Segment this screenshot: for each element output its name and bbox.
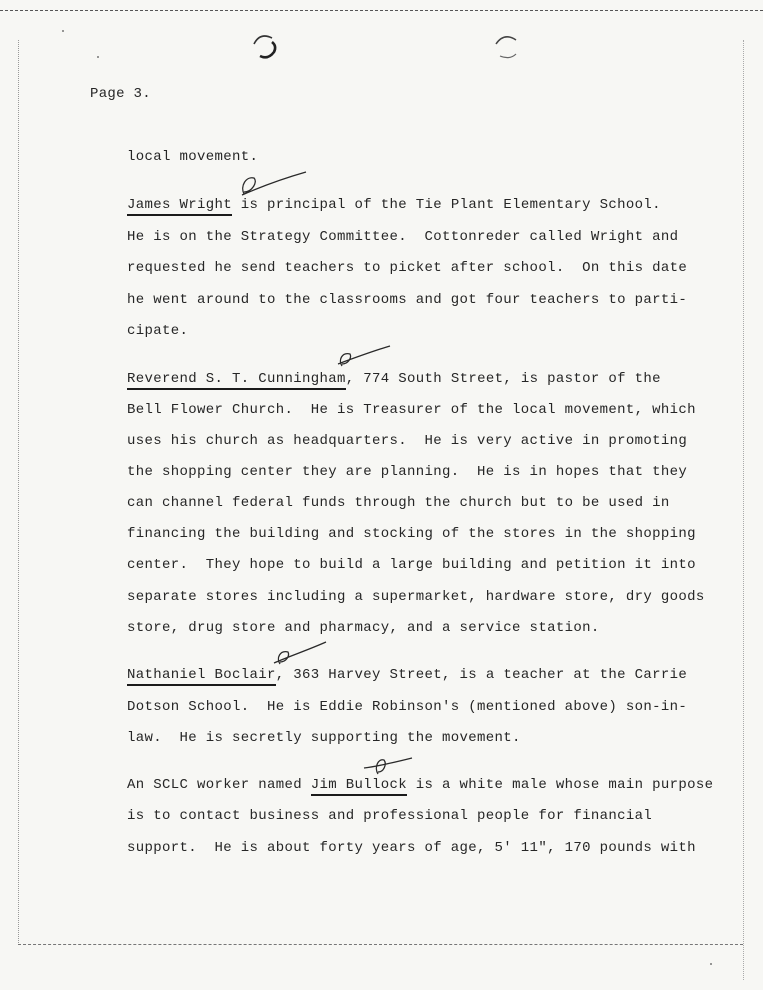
text-line: local movement. (127, 149, 259, 165)
handwritten-initial-mark (268, 638, 338, 668)
speck (97, 56, 99, 58)
left-edge-rule (18, 40, 19, 945)
text-line: law. He is secretly supporting the movement. (127, 730, 521, 746)
text-line: requested he send teachers to picket after school. On this date (127, 260, 688, 276)
top-edge-rule (0, 10, 763, 11)
text-line: uses his church as headquarters. He is very active in promoting (127, 433, 688, 449)
text-line: store, drug store and pharmacy, and a service station. (127, 620, 600, 636)
text-line: center. They hope to build a large building and petition it into (127, 557, 696, 573)
handwritten-initial-mark (360, 750, 430, 780)
text-line: cipate. (127, 323, 189, 339)
text-line: is to contact business and professional people for financial (127, 808, 653, 824)
text-line: Dotson School. He is Eddie Robinson's (mentioned above) son-in- (127, 699, 688, 715)
underlined-name: James Wright (127, 197, 232, 216)
text-line: he went around to the classrooms and got four teachers to parti- (127, 292, 688, 308)
page-number: Page 3. (90, 86, 151, 102)
text-line: can channel federal funds through the church but to be used in (127, 495, 670, 511)
text-line: He is on the Strategy Committee. Cottonreder called Wright and (127, 229, 679, 245)
underlined-name: Jim Bullock (311, 777, 407, 796)
text-line: Bell Flower Church. He is Treasurer of the local movement, which (127, 402, 696, 418)
text-line: An SCLC worker named Jim Bullock is a white male whose main purpose (127, 776, 713, 794)
handwritten-initial-mark (330, 340, 400, 370)
punch-hole-left-icon (250, 30, 282, 62)
handwritten-initial-mark (238, 168, 308, 198)
text-line: financing the building and stocking of the stores in the shopping (127, 526, 696, 542)
text-line: support. He is about forty years of age, 5' 11", 170 pounds with (127, 840, 696, 856)
text-line: separate stores including a supermarket, hardware store, dry goods (127, 589, 705, 605)
right-edge-rule (743, 40, 744, 980)
text-line: Reverend S. T. Cunningham, 774 South Street, is pastor of the (127, 370, 661, 388)
underlined-name: Reverend S. T. Cunningham (127, 371, 346, 390)
underlined-name: Nathaniel Boclair (127, 667, 276, 686)
text-line: Nathaniel Boclair, 363 Harvey Street, is a teacher at the Carrie (127, 666, 687, 684)
text-line: James Wright is principal of the Tie Plant Elementary School. (127, 196, 661, 214)
punch-hole-right-icon (490, 30, 522, 62)
speck (710, 963, 712, 965)
speck (62, 30, 64, 32)
bottom-edge-rule (18, 944, 743, 945)
text-line: the shopping center they are planning. He is in hopes that they (127, 464, 688, 480)
